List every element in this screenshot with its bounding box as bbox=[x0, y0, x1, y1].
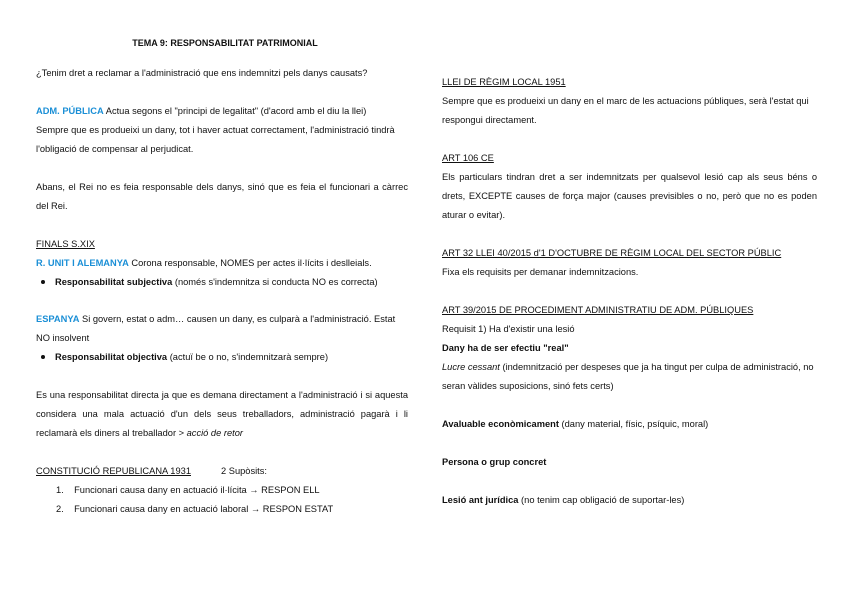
item-text: Funcionari causa dany en actuació laboral → RESPON ESTAT bbox=[74, 504, 334, 514]
runit-text: Corona responsable, NOMES per actes il·lícits i deslleials. bbox=[128, 258, 372, 268]
supositis-label: 2 Supòsits: bbox=[221, 466, 267, 476]
art39-heading: ART 39/2015 DE PROCEDIMENT ADMINISTRATIU DE ADM. PÚBLIQUES bbox=[442, 305, 754, 315]
subjectiva-desc: (només s'indemnitza si conducta NO es correcta) bbox=[172, 277, 378, 287]
avaluable-desc: (dany material, físic, psíquic, moral) bbox=[558, 419, 709, 429]
espanya-label: ESPANYA bbox=[36, 314, 80, 324]
intro-question: ¿Tenim dret a reclamar a l'administració que ens indemnitzi pels danys causats? bbox=[36, 68, 368, 78]
lesio-desc: (no tenim cap obligació de suportar-les) bbox=[518, 495, 685, 505]
adm-publica-obligation: Sempre que es produeixi un dany, tot i haver actuat correctament, l'administració tindrà l'obligació de compensar al perjudicat. bbox=[36, 125, 395, 154]
directa-italic: acció de retor bbox=[186, 428, 243, 438]
objectiva-desc: (actuï be o no, s'indemnitzarà sempre) bbox=[167, 352, 329, 362]
left-column bbox=[36, 64, 408, 519]
constitucio-line bbox=[36, 462, 408, 481]
art106-heading: ART 106 CE bbox=[442, 153, 494, 163]
runit-paragraph bbox=[36, 254, 408, 273]
right-column bbox=[442, 73, 817, 510]
dany-real-line: Dany ha de ser efectiu "real" bbox=[442, 343, 569, 353]
runit-label: R. UNIT I ALEMANYA bbox=[36, 258, 129, 268]
item-text: Funcionari causa dany en actuació il·lícita → RESPON ELL bbox=[74, 485, 320, 495]
lucre-paragraph bbox=[442, 358, 817, 396]
subjectiva-list bbox=[36, 273, 408, 292]
adm-publica-paragraph bbox=[36, 102, 408, 121]
supositis-list bbox=[36, 481, 408, 519]
llei1951-heading: LLEI DE RÈGIM LOCAL 1951 bbox=[442, 77, 566, 87]
directa-text: Es una responsabilitat directa ja que es demana directament a l'administració i si aquesta considera una mala actuació d'un dels seus treballadors, administració pagarà i li reclamarà els diners al treballador > bbox=[36, 390, 408, 438]
espanya-text: Si govern, estat o adm… causen un dany, es culparà a l'administració. Estat NO insolvent bbox=[36, 314, 396, 343]
document-title: TEMA 9: RESPONSABILITAT PATRIMONIAL bbox=[132, 38, 318, 48]
lucre-term: Lucre cessant bbox=[442, 362, 500, 372]
requisit-line: Requisit 1) Ha d'existir una lesió bbox=[442, 324, 575, 334]
art32-text: Fixa els requisits per demanar indemnitzacions. bbox=[442, 267, 639, 277]
espanya-paragraph bbox=[36, 310, 408, 348]
avaluable-term: Avaluable econòmicament bbox=[442, 419, 559, 429]
avaluable-line bbox=[442, 415, 817, 434]
item-number: 1. bbox=[56, 485, 64, 495]
constitucio-heading: CONSTITUCIÓ REPUBLICANA 1931 bbox=[36, 466, 191, 476]
subjectiva-term: Responsabilitat subjectiva bbox=[55, 277, 173, 287]
adm-publica-text: Actua segons el "principi de legalitat" (d'acord amb el diu la llei) bbox=[103, 106, 367, 116]
persona-line: Persona o grup concret bbox=[442, 457, 547, 467]
list-item bbox=[36, 273, 408, 292]
finals-heading: FINALS S.XIX bbox=[36, 239, 95, 249]
lesio-term: Lesió ant jurídica bbox=[442, 495, 519, 505]
list-item bbox=[36, 500, 408, 519]
art106-text: Els particulars tindran dret a ser indemnitzats per qualsevol lesió cap als seus béns o drets, EXCEPTE causes de força major (causes previsibles o no, però que no es poden aturar o evitar). bbox=[442, 172, 817, 220]
directa-paragraph bbox=[36, 386, 408, 443]
adm-publica-label: ADM. PÚBLICA bbox=[36, 106, 104, 116]
list-item bbox=[36, 348, 408, 367]
llei1951-text: Sempre que es produeixi un dany en el marc de les actuacions públiques, serà l'estat qui respongui directament. bbox=[442, 96, 809, 125]
art32-heading: ART 32 LLEI 40/2015 d'1 D'OCTUBRE DE RÈGIM LOCAL DEL SECTOR PÚBLIC bbox=[442, 248, 782, 258]
lesio-line bbox=[442, 491, 817, 510]
objectiva-term: Responsabilitat objectiva bbox=[55, 352, 168, 362]
abans-paragraph: Abans, el Rei no es feia responsable dels danys, sinó que es feia el funcionari a càrrec del Rei. bbox=[36, 182, 408, 211]
list-item bbox=[36, 481, 408, 500]
lucre-desc: (indemnització per despeses que ja ha tingut per culpa de administració, no seran vàlides suposicions, sinó fets certs) bbox=[442, 362, 814, 391]
item-number: 2. bbox=[56, 504, 64, 514]
objectiva-list bbox=[36, 348, 408, 367]
